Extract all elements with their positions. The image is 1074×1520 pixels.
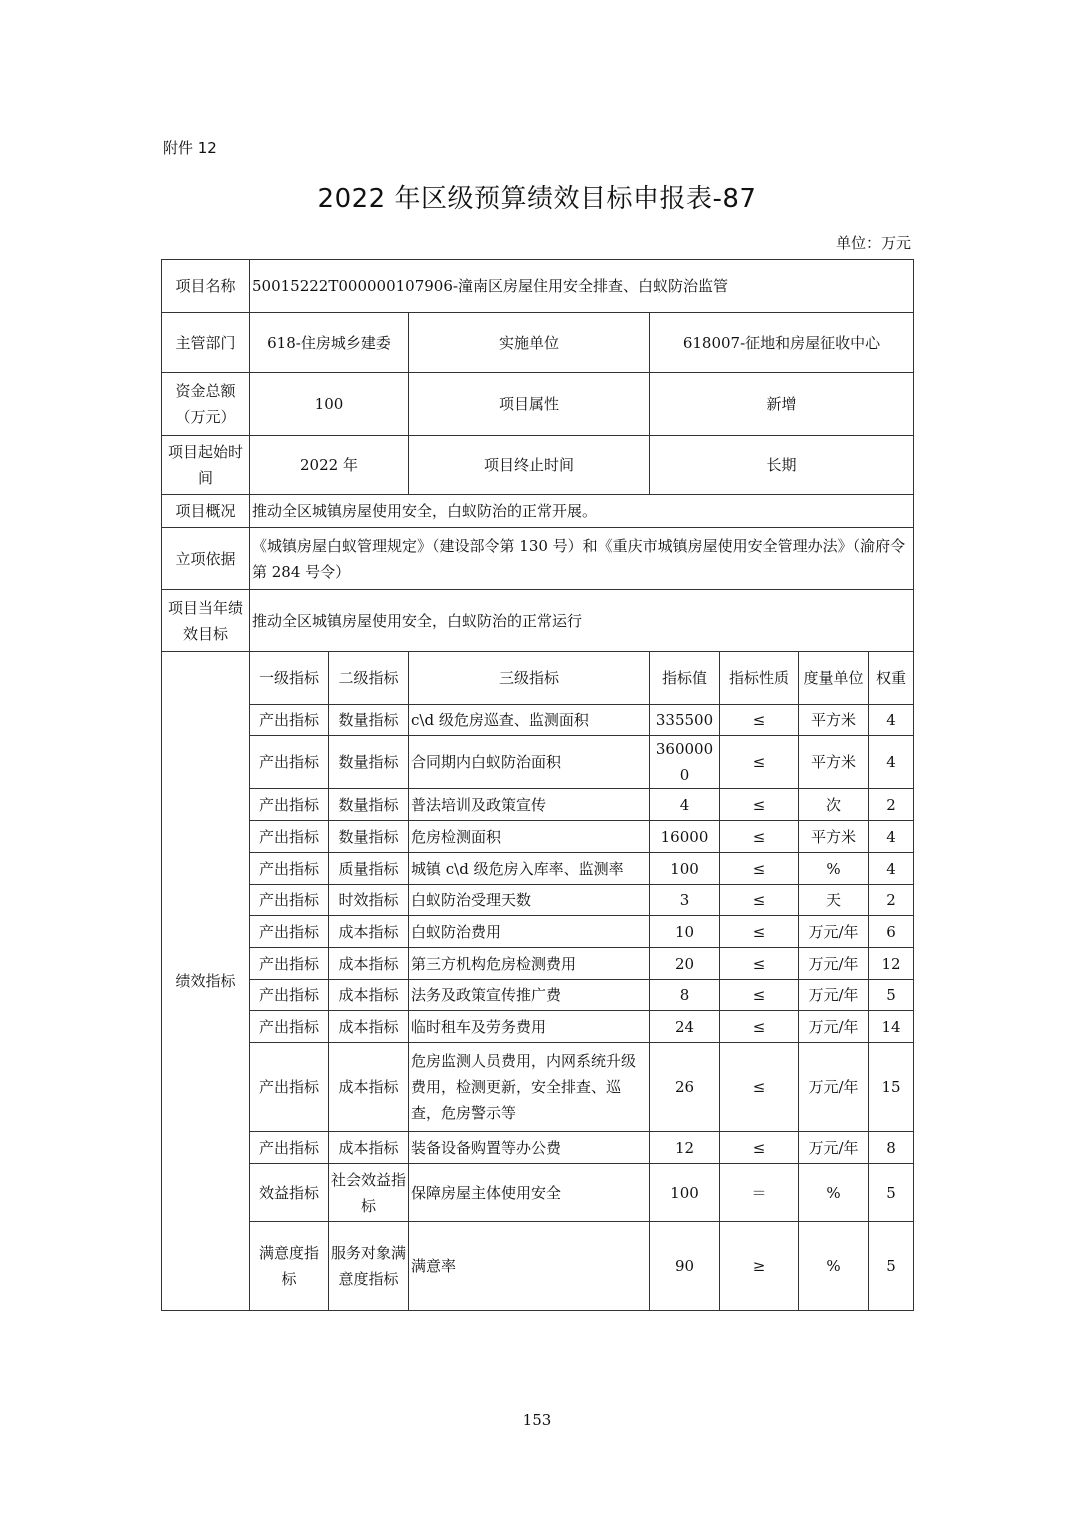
indicator-value-cell: 4: [650, 789, 720, 821]
indicator-nature-cell: ≤: [720, 1011, 799, 1043]
indicator-row: [162, 853, 914, 885]
indicator-unit-cell: 万元/年: [799, 980, 869, 1011]
indicator-level3-cell: 第三方机构危房检测费用: [409, 948, 650, 980]
indicator-level3-cell: 城镇 c\d 级危房入库率、监测率: [409, 853, 650, 885]
indicator-level2-cell: 服务对象满意度指标: [329, 1222, 409, 1311]
indicator-unit-cell: 万元/年: [799, 916, 869, 948]
header-unit: 度量单位: [799, 652, 869, 705]
indicator-unit-cell: 平方米: [799, 821, 869, 853]
indicator-level2-cell: 成本指标: [329, 916, 409, 948]
overview-label: 项目概况: [162, 495, 250, 528]
document-title: 2022 年区级预算绩效目标申报表-87: [317, 184, 757, 214]
indicator-value-cell: 3: [650, 885, 720, 916]
header-value: 指标值: [650, 652, 720, 705]
indicator-value-cell: 3600000: [650, 736, 720, 789]
header-level1: 一级指标: [250, 652, 329, 705]
indicator-value-cell: 26: [650, 1043, 720, 1132]
attachment-label: 附件 12: [163, 139, 217, 157]
budget-target-table: [161, 259, 914, 1311]
indicator-weight-cell: 5: [869, 1222, 914, 1311]
indicator-level3-cell: c\d 级危房巡查、监测面积: [409, 705, 650, 736]
attr-label: 项目属性: [409, 373, 650, 436]
indicator-row: [162, 916, 914, 948]
indicator-level2-cell: 数量指标: [329, 789, 409, 821]
indicator-level3-cell: 临时租车及劳务费用: [409, 1011, 650, 1043]
header-weight: 权重: [869, 652, 914, 705]
indicator-nature-cell: ≤: [720, 1043, 799, 1132]
indicator-value-cell: 12: [650, 1132, 720, 1164]
indicator-nature-cell: ≤: [720, 916, 799, 948]
indicator-nature-cell: ≤: [720, 948, 799, 980]
indicator-nature-cell: ≤: [720, 736, 799, 789]
indicator-level3-cell: 装备设备购置等办公费: [409, 1132, 650, 1164]
basis-value: 《城镇房屋白蚁管理规定》（建设部令第 130 号）和《重庆市城镇房屋使用安全管理办法》（渝府令第 284 号令）: [250, 528, 914, 590]
indicator-weight-cell: 15: [869, 1043, 914, 1132]
indicator-weight-cell: 14: [869, 1011, 914, 1043]
indicator-nature-cell: ≤: [720, 821, 799, 853]
indicator-row: [162, 885, 914, 916]
dept-value: 618-住房城乡建委: [250, 313, 409, 373]
indicator-level1-cell: 产出指标: [250, 885, 329, 916]
indicator-level2-cell: 成本指标: [329, 980, 409, 1011]
indicators-section-label: 绩效指标: [162, 652, 250, 1311]
goal-value: 推动全区城镇房屋使用安全，白蚁防治的正常运行: [250, 590, 914, 652]
indicator-row: [162, 1011, 914, 1043]
indicator-level2-cell: 成本指标: [329, 1043, 409, 1132]
project-name-label: 项目名称: [162, 260, 250, 313]
indicator-unit-cell: 万元/年: [799, 1043, 869, 1132]
fund-value: 100: [250, 373, 409, 436]
indicator-nature-cell: ≥: [720, 1222, 799, 1311]
fund-label: 资金总额（万元）: [162, 373, 250, 436]
indicator-row: [162, 736, 914, 789]
indicator-weight-cell: 2: [869, 789, 914, 821]
indicator-unit-cell: 次: [799, 789, 869, 821]
indicator-level1-cell: 产出指标: [250, 705, 329, 736]
indicator-level1-cell: 产出指标: [250, 853, 329, 885]
indicator-unit-cell: %: [799, 853, 869, 885]
project-name-value: 50015222T000000107906-潼南区房屋住用安全排查、白蚁防治监管: [250, 260, 914, 313]
indicator-level1-cell: 产出指标: [250, 821, 329, 853]
indicator-level1-cell: 产出指标: [250, 980, 329, 1011]
indicator-unit-cell: 万元/年: [799, 948, 869, 980]
indicator-weight-cell: 12: [869, 948, 914, 980]
indicator-level1-cell: 产出指标: [250, 1011, 329, 1043]
indicator-weight-cell: 2: [869, 885, 914, 916]
header-level3: 三级指标: [409, 652, 650, 705]
end-label: 项目终止时间: [409, 436, 650, 495]
indicator-level1-cell: 效益指标: [250, 1164, 329, 1222]
indicator-level1-cell: 产出指标: [250, 916, 329, 948]
indicator-level2-cell: 时效指标: [329, 885, 409, 916]
indicator-value-cell: 100: [650, 853, 720, 885]
header-level2: 二级指标: [329, 652, 409, 705]
indicator-level3-cell: 普法培训及政策宣传: [409, 789, 650, 821]
indicator-value-cell: 8: [650, 980, 720, 1011]
indicator-weight-cell: 5: [869, 980, 914, 1011]
indicator-row: [162, 980, 914, 1011]
indicator-weight-cell: 4: [869, 853, 914, 885]
unit-label: 单位：万元: [835, 234, 911, 252]
indicator-level1-cell: 产出指标: [250, 948, 329, 980]
indicator-nature-cell: ≤: [720, 885, 799, 916]
indicator-nature-cell: ≤: [720, 980, 799, 1011]
indicator-value-cell: 24: [650, 1011, 720, 1043]
indicator-level3-cell: 危房监测人员费用，内网系统升级费用，检测更新，安全排查、巡查，危房警示等: [409, 1043, 650, 1132]
indicator-level3-cell: 法务及政策宣传推广费: [409, 980, 650, 1011]
indicator-level3-cell: 保障房屋主体使用安全: [409, 1164, 650, 1222]
dept-label: 主管部门: [162, 313, 250, 373]
indicator-weight-cell: 4: [869, 736, 914, 789]
indicator-nature-cell: ≤: [720, 1132, 799, 1164]
indicator-nature-cell: ≤: [720, 789, 799, 821]
indicator-unit-cell: 万元/年: [799, 1132, 869, 1164]
indicator-nature-cell: ＝: [720, 1164, 799, 1222]
indicator-level2-cell: 社会效益指标: [329, 1164, 409, 1222]
indicator-level1-cell: 产出指标: [250, 1132, 329, 1164]
indicator-level2-cell: 数量指标: [329, 736, 409, 789]
indicator-level2-cell: 成本指标: [329, 1132, 409, 1164]
indicator-level1-cell: 产出指标: [250, 736, 329, 789]
start-value: 2022 年: [250, 436, 409, 495]
indicator-row: [162, 1164, 914, 1222]
indicator-level1-cell: 产出指标: [250, 789, 329, 821]
attr-value: 新增: [650, 373, 914, 436]
indicator-nature-cell: ≤: [720, 705, 799, 736]
basis-label: 立项依据: [162, 528, 250, 590]
indicator-row: [162, 1132, 914, 1164]
header-nature: 指标性质: [720, 652, 799, 705]
indicator-level2-cell: 成本指标: [329, 948, 409, 980]
indicator-level2-cell: 数量指标: [329, 705, 409, 736]
indicator-value-cell: 90: [650, 1222, 720, 1311]
indicator-unit-cell: 万元/年: [799, 1011, 869, 1043]
indicator-level3-cell: 白蚁防治受理天数: [409, 885, 650, 916]
indicator-level3-cell: 白蚁防治费用: [409, 916, 650, 948]
end-value: 长期: [650, 436, 914, 495]
start-label: 项目起始时间: [162, 436, 250, 495]
impl-label: 实施单位: [409, 313, 650, 373]
indicator-row: [162, 1222, 914, 1311]
indicator-row: [162, 948, 914, 980]
indicator-level3-cell: 合同期内白蚁防治面积: [409, 736, 650, 789]
indicator-row: [162, 789, 914, 821]
indicator-nature-cell: ≤: [720, 853, 799, 885]
indicator-row: [162, 705, 914, 736]
indicator-unit-cell: 平方米: [799, 736, 869, 789]
indicator-row: [162, 1043, 914, 1132]
overview-value: 推动全区城镇房屋使用安全，白蚁防治的正常开展。: [250, 495, 914, 528]
indicator-value-cell: 20: [650, 948, 720, 980]
indicator-level2-cell: 成本指标: [329, 1011, 409, 1043]
page-number: 153: [522, 1411, 552, 1429]
indicator-value-cell: 16000: [650, 821, 720, 853]
indicator-unit-cell: 天: [799, 885, 869, 916]
indicator-weight-cell: 4: [869, 821, 914, 853]
indicator-level2-cell: 质量指标: [329, 853, 409, 885]
indicator-weight-cell: 5: [869, 1164, 914, 1222]
indicator-row: [162, 821, 914, 853]
indicator-level3-cell: 危房检测面积: [409, 821, 650, 853]
indicator-level1-cell: 满意度指标: [250, 1222, 329, 1311]
indicator-level2-cell: 数量指标: [329, 821, 409, 853]
indicator-weight-cell: 6: [869, 916, 914, 948]
goal-label: 项目当年绩效目标: [162, 590, 250, 652]
indicator-value-cell: 10: [650, 916, 720, 948]
indicator-value-cell: 100: [650, 1164, 720, 1222]
indicator-weight-cell: 8: [869, 1132, 914, 1164]
indicator-level3-cell: 满意率: [409, 1222, 650, 1311]
indicator-unit-cell: 平方米: [799, 705, 869, 736]
impl-value: 618007-征地和房屋征收中心: [650, 313, 914, 373]
indicator-unit-cell: %: [799, 1164, 869, 1222]
indicator-value-cell: 335500: [650, 705, 720, 736]
indicator-weight-cell: 4: [869, 705, 914, 736]
indicator-unit-cell: %: [799, 1222, 869, 1311]
indicator-level1-cell: 产出指标: [250, 1043, 329, 1132]
